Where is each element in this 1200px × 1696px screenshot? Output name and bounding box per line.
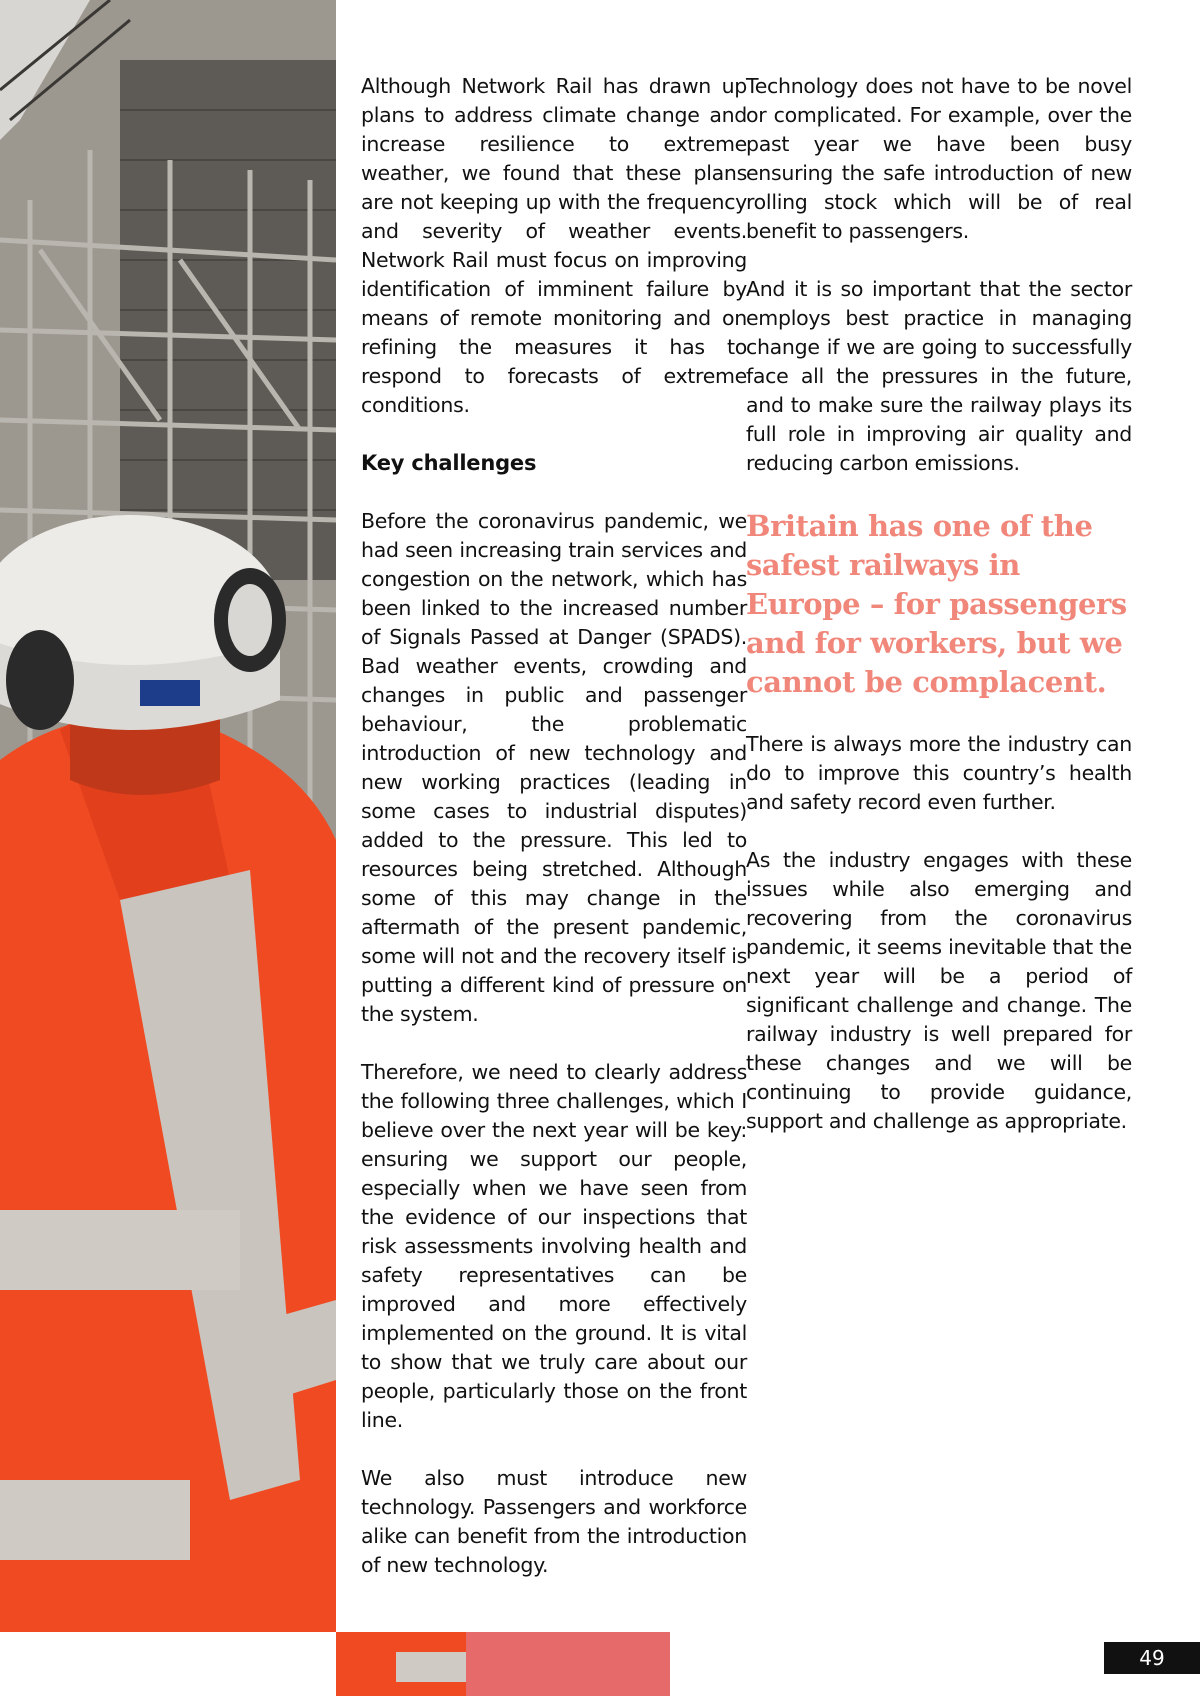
worker-photo: [0, 0, 336, 1632]
paragraph-best-practice: And it is so important that the sector employs best practice in managing change if we are going to successfully face all the pressures in the future, and to make sure the railway plays its full role in improving air quality and reducing carbon emissions.: [746, 277, 1132, 475]
worker-photo-illustration: [0, 0, 336, 1632]
bottom-photo-strip: [336, 1632, 670, 1696]
bottom-photo-illustration: [336, 1632, 670, 1696]
paragraph-new-technology: We also must introduce new technology. Passengers and workforce alike can benefit from the introduction of new technology.: [361, 1466, 747, 1577]
paragraph-industry-engages: As the industry engages with these issues while also emerging and recovering from the coronavirus pandemic, it seems inevitable that the next year will be a period of significant challenge and change. The railway industry is well prepared for these changes and we will be continuing to provide guidance, support and challenge as appropriate.: [746, 848, 1132, 1133]
paragraph-safety-record: There is always more the industry can do to improve this country’s health and safety record even further.: [746, 732, 1132, 814]
paragraph-technology-novel: Technology does not have to be novel or complicated. For example, over the past year we have been busy ensuring the safe introduction of new rolling stock which will be of real benefit to passengers.: [746, 74, 1132, 243]
paragraph-three-challenges: Therefore, we need to clearly address the following three challenges, which I believe over the next year will be key: ensuring we support our people, especially when we have seen from the evidence of our inspections that risk assessments involving health and safety representatives can be improved and more effectively implemented on the ground. It is vital to show that we truly care about our people, particularly those on the front line.: [361, 1060, 747, 1432]
right-text-column: [746, 72, 1132, 1165]
left-text-column: [361, 72, 747, 1609]
pullquote: Britain has one of the safest railways in Europe – for passengers and for workers, but we cannot be complacent.: [746, 509, 1127, 699]
page-number: 49: [1104, 1642, 1200, 1674]
heading-key-challenges: Key challenges: [361, 451, 537, 475]
paragraph-before-pandemic: Before the coronavirus pandemic, we had seen increasing train services and congestion on the network, which has been linked to the increased number of Signals Passed at Danger (SPADS). Bad weather events, crowding and changes in public and passenger behaviour, the problematic introduction of new technology and new working practices (leading in some cases to industrial disputes) added to the pressure. This led to resources being stretched. Although some of this may change in the aftermath of the present pandemic, some will not and the recovery itself is putting a different kind of pressure on the system.: [361, 509, 747, 1026]
paragraph-climate-resilience: Although Network Rail has drawn up plans to address climate change and increase resilience to extreme weather, we found that these plans are not keeping up with the frequency and severity of weather events. Network Rail must focus on improving identification of imminent failure by means of remote monitoring and on refining the measures it has to respond to forecasts of extreme conditions.: [361, 74, 747, 417]
